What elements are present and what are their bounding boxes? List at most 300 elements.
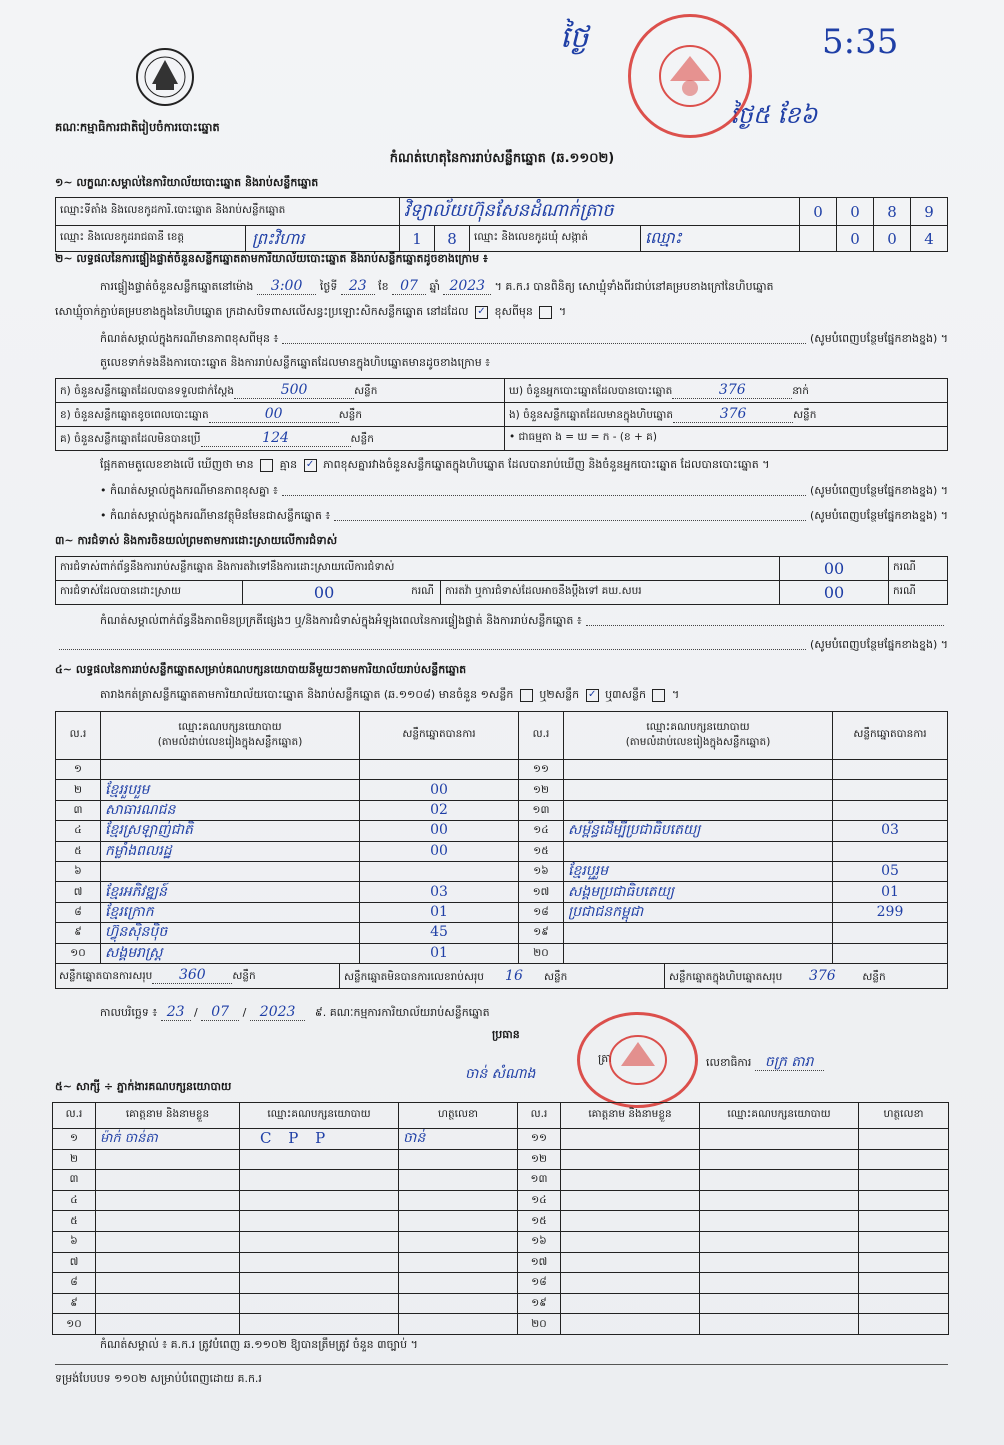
difference-note-hint: (សូមបំពេញបន្ថែមផ្នែកខាងខ្នង) ។ <box>809 484 948 497</box>
commune-code-digit: 0 <box>837 226 874 252</box>
section4-heading: ៤~ លទ្ធផលនៃការរាប់សន្លឹកឆ្នោតសម្រាប់គណបក្សនយោបាយនីមួយៗតាមការិយាល័យរាប់សន្លឹកឆ្នោត <box>55 663 467 676</box>
witness-row <box>53 1170 949 1191</box>
figure-d <box>505 379 948 403</box>
verify-text-a: ការផ្ទៀងផ្ទាត់ចំនួនសន្លឹកឆ្នោតនៅម៉ោង <box>100 280 254 293</box>
witness-name <box>561 1149 700 1170</box>
total-invalid-label: សន្លឹកឆ្នោតមិនបានការលេខរាប់សរុប <box>344 970 484 983</box>
result-no: ១៤ <box>519 821 564 841</box>
witness-party <box>700 1211 859 1232</box>
col-no: ល.រ <box>56 712 101 760</box>
result-party: ខ្មែរក្រោក <box>101 902 360 922</box>
resolved-label: ការជំទាស់ដែលបានដោះស្រាយ <box>56 581 243 605</box>
result-party <box>564 923 833 943</box>
figure-d-value: 376 <box>672 382 792 399</box>
station-code-digit: 0 <box>800 198 837 226</box>
result-votes: 01 <box>360 902 519 922</box>
irregularity-note-field[interactable] <box>586 614 944 626</box>
resolved-value: 00 <box>313 583 335 602</box>
figure-unit: សន្លឹក <box>354 384 378 397</box>
official-stamp-seal <box>577 1012 698 1108</box>
verify-text-line2: សោឃ្មុំចាក់ភ្ជាប់គម្របខាងក្នុងនៃហិបឆ្នោត ក្រដាសបិទពាសលើសន្ធះប្រឡោះសិកសន្លឹកឆ្នោត នៅដដែល <box>55 305 469 318</box>
result-party: សង្គមរាស្ត្រ <box>101 943 360 963</box>
footer-divider <box>55 1364 948 1365</box>
result-no: ១៨ <box>519 902 564 922</box>
secretary-signature: ចក្រ តារា <box>755 1054 824 1071</box>
result-row <box>56 923 948 943</box>
difference-text-b: ភាពខុសគ្នារវាងចំនួនសន្លឹកឆ្នោតក្នុងហិបឆ្នោត ដែលបានរាប់ឃើញ និងចំនួនអ្នកបោះឆ្នោត ដែលបានបោះឆ្នោត ។ <box>323 458 770 471</box>
witness-col-party: ឈ្មោះគណបក្សនយោបាយ <box>700 1103 859 1129</box>
section3-heading: ៣~ ការជំទាស់ និងការចិនយល់ព្រមតាមការដោះស្រាយលើការជំទាស់ <box>55 534 338 547</box>
figure-c <box>56 427 505 451</box>
section1-heading: ១~ លក្ខណៈសម្គាល់នៃការិយាល័យបោះឆ្នោត និងរាប់សន្លឹកឆ្នោត <box>55 176 319 189</box>
witness-party <box>700 1129 859 1150</box>
result-votes <box>833 760 948 780</box>
witness-name <box>96 1273 240 1294</box>
figure-a <box>56 379 505 403</box>
complaints-value: 00 <box>780 557 889 581</box>
witness-party <box>700 1293 859 1314</box>
result-no: ១៩ <box>519 923 564 943</box>
result-row <box>56 882 948 902</box>
date-line: កាលបរិច្ឆេទ ៖ 23 / 07 / 2023 ៩. គណៈកម្មការការិយាល័យរាប់សន្លឹកឆ្នោត <box>100 1004 490 1020</box>
result-votes <box>833 943 948 963</box>
witness-col-sign: ហត្ថលេខា <box>859 1103 949 1129</box>
witness-row <box>53 1273 949 1294</box>
witness-name <box>96 1314 240 1335</box>
witness-signature <box>399 1149 518 1170</box>
witness-party <box>240 1149 399 1170</box>
result-no: ១១ <box>519 760 564 780</box>
handwritten-note-sub: ថ្ងៃ៥ ខែ៦ <box>730 101 818 129</box>
figure-unit: សន្លឹក <box>793 408 817 421</box>
total-unit: សន្លឹក <box>232 969 256 982</box>
witness-table <box>52 1102 949 1335</box>
witness-party <box>700 1190 859 1211</box>
difference-text-a: ផ្អែកតាមតួលេខខាងលើ ឃើញថា មាន <box>100 458 254 471</box>
result-party <box>564 780 833 800</box>
result-votes: 00 <box>360 821 519 841</box>
province-code-digit: 1 <box>400 226 435 252</box>
witness-name <box>96 1231 240 1252</box>
result-party <box>101 760 360 780</box>
result-party <box>101 861 360 881</box>
commune-code-digit: 0 <box>874 226 911 252</box>
tally-sheet-text: តារាងកត់ត្រាសន្លឹកឆ្នោតតាមការិយាល័យបោះឆ្នោត និងរាប់សន្លឹកឆ្នោត (ឆ.១១០៨) មានចំនួន ១សន្លឹក <box>100 688 514 701</box>
col-party-sub: (តាមលំដាប់លេខរៀងក្នុងសន្លឹកឆ្នោត) <box>157 735 303 748</box>
witness-no: ១៩ <box>518 1293 561 1314</box>
complaints-label: ការជំទាស់ពាក់ព័ន្ធនឹងការរាប់សន្លឹកឆ្នោត និងការតវ៉ាទៅនឹងការដោះស្រាយលើការជំទាស់ <box>56 557 780 581</box>
witness-party <box>700 1314 859 1335</box>
col-no: ល.រ <box>519 712 564 760</box>
witness-party <box>240 1252 399 1273</box>
one-sheet-checkbox[interactable] <box>520 689 533 702</box>
witness-name <box>561 1231 700 1252</box>
chair-label: ប្រធាន <box>492 1028 520 1041</box>
figure-a-label: ក) ចំនួនសន្លឹកឆ្នោតដែលបានទទួលជាក់ស្តែង <box>60 384 235 397</box>
witness-party <box>240 1190 399 1211</box>
witness-signature <box>859 1293 949 1314</box>
figure-formula: • ជាធម្មតា ង = ឃ = ក - (ខ + គ) <box>505 427 948 451</box>
result-no: ១២ <box>519 780 564 800</box>
difference-line <box>100 458 769 474</box>
result-row <box>56 902 948 922</box>
witness-name <box>96 1252 240 1273</box>
witness-signature <box>399 1231 518 1252</box>
result-votes <box>833 800 948 820</box>
total-unit: សន្លឹក <box>543 970 568 983</box>
witness-no: ១៥ <box>518 1211 561 1232</box>
witness-signature <box>399 1170 518 1191</box>
result-row <box>56 861 948 881</box>
witness-name <box>96 1190 240 1211</box>
witness-name <box>561 1190 700 1211</box>
complaints-unit: ករណី <box>889 557 948 581</box>
station-code-digit: 8 <box>874 198 911 226</box>
handwritten-note-top: ថ្ងៃ <box>560 20 589 55</box>
witness-no: ២ <box>53 1149 96 1170</box>
tally-sheet-line: តារាងកត់ត្រាសន្លឹកឆ្នោតតាមការិយាល័យបោះឆ្នោត និងរាប់សន្លឹកឆ្នោត (ឆ.១១០៨) មានចំនួន ១សន្លឹក ឬ២សន្លឹក ✓ ឬ៣សន្លឹក ។ <box>100 688 680 701</box>
commune-value: ឈ្មោះ <box>641 226 800 252</box>
witness-row <box>53 1190 949 1211</box>
total-invalid-cell <box>339 964 664 988</box>
figure-e-label: ង) ចំនួនសន្លឹកឆ្នោតដែលមានក្នុងហិបឆ្នោត <box>509 408 674 421</box>
handwritten-time: 5:35 <box>822 22 899 62</box>
witness-signature <box>399 1293 518 1314</box>
witness-name <box>561 1211 700 1232</box>
polling-station-table <box>55 197 948 252</box>
figure-d-label: ឃ) ចំនួនអ្នកបោះឆ្នោតដែលបានបោះឆ្នោត <box>509 384 673 397</box>
col-party-title: ឈ្មោះគណបក្សនយោបាយ <box>178 720 282 733</box>
unchanged-checkbox[interactable]: ✓ <box>475 306 488 319</box>
witness-name <box>561 1252 700 1273</box>
figure-c-value: 124 <box>201 430 351 447</box>
difference-note-field[interactable] <box>282 484 806 496</box>
witness-name <box>561 1314 700 1335</box>
witness-no: ៩ <box>53 1293 96 1314</box>
witness-no: ៨ <box>53 1273 96 1294</box>
result-no: ៩ <box>56 923 101 943</box>
result-no: ២០ <box>519 943 564 963</box>
figure-b-value: 00 <box>209 406 339 423</box>
result-no: ១០ <box>56 943 101 963</box>
figure-unit: នាក់ <box>792 384 809 397</box>
witness-name <box>96 1211 240 1232</box>
section2-heading: ២~ លទ្ធផលនៃការផ្ទៀងផ្ទាត់ចំនួនសន្លឹកឆ្នោតតាមការិយាល័យបោះឆ្នោត និងរាប់សន្លឹកឆ្នោតដូចខាងក្រោម ៖ <box>55 252 488 265</box>
witness-col-no: ល.រ <box>518 1103 561 1129</box>
witness-row <box>53 1231 949 1252</box>
witness-col-no: ល.រ <box>53 1103 96 1129</box>
result-party: សាធារណជន <box>101 800 360 820</box>
witness-party <box>700 1252 859 1273</box>
witness-no: ៣ <box>53 1170 96 1191</box>
result-party <box>564 943 833 963</box>
difference-note-line <box>100 484 948 500</box>
result-votes: 00 <box>360 841 519 861</box>
result-party: ខ្មែរស្រឡាញ់ជាតិ <box>101 821 360 841</box>
witness-no: ១ <box>53 1129 96 1150</box>
witness-no: ១៦ <box>518 1231 561 1252</box>
result-votes: 03 <box>360 882 519 902</box>
col-party-title: ឈ្មោះគណបក្សនយោបាយ <box>646 720 750 733</box>
station-code-digit: 9 <box>911 198 948 226</box>
result-votes: 299 <box>833 902 948 922</box>
commune-label: ឈ្មោះ និងលេខកូដឃុំ សង្កាត់ <box>470 226 641 252</box>
station-value: វិទ្យាល័យហ៊ុនសែនដំណាក់ត្រាច <box>400 198 800 226</box>
witness-signature <box>399 1273 518 1294</box>
result-votes <box>833 780 948 800</box>
result-no: ៦ <box>56 861 101 881</box>
witness-no: ៥ <box>53 1211 96 1232</box>
irregularity-note-hint: (សូមបំពេញបន្ថែមផ្នែកខាងខ្នង) ។ <box>809 638 948 651</box>
result-party: ហ៊្វុនស៊ិនប៉ិច <box>101 923 360 943</box>
witness-no: ១០ <box>53 1314 96 1335</box>
witness-name: ម៉ាក់ ចាន់តា <box>96 1129 240 1150</box>
witness-no: ១៧ <box>518 1252 561 1273</box>
total-box-label: សន្លឹកឆ្នោតក្នុងហិបឆ្នោតសរុប <box>669 970 783 983</box>
emblem-icon <box>134 46 196 108</box>
witness-party: C P P <box>240 1129 399 1150</box>
irregularity-note-field-2[interactable] <box>59 638 806 650</box>
total-unit: សន្លឹក <box>862 970 886 983</box>
official-stamp-top <box>628 14 752 138</box>
irregularity-note-line <box>100 614 948 630</box>
result-party: សម្ព័ន្ធដើម្បីប្រជាធិបតេយ្យ <box>564 821 833 841</box>
verify-hour: 3:00 <box>257 278 316 295</box>
result-no: ១៣ <box>519 800 564 820</box>
result-no: ១៧ <box>519 882 564 902</box>
col-votes: សន្លឹកឆ្នោតបានការ <box>360 712 519 760</box>
result-party: សង្គមប្រជាធិបតេយ្យ <box>564 882 833 902</box>
station-label: ឈ្មោះទីតាំង និងលេខកូដការិ.បោះឆ្នោត និងរាប់សន្លឹកឆ្នោត <box>56 198 400 226</box>
result-no: ៣ <box>56 800 101 820</box>
foreign-object-field[interactable] <box>334 509 806 521</box>
figure-c-label: គ) ចំនួនសន្លឹកឆ្នោតដែលមិនបានប្រើ <box>60 432 201 445</box>
seal-label: ត្រា <box>598 1052 612 1065</box>
province-value: ព្រះវិហារ <box>245 226 399 251</box>
result-party: ខ្មែរបួរួម <box>564 861 833 881</box>
date-year: 2023 <box>250 1004 306 1021</box>
result-party: កម្លាំងពលរដ្ឋ <box>101 841 360 861</box>
figure-e <box>505 403 948 427</box>
witness-signature <box>859 1170 949 1191</box>
witness-signature <box>399 1252 518 1273</box>
witness-no: ១២ <box>518 1149 561 1170</box>
no-difference-label: គ្មាន <box>279 458 298 471</box>
resolved-cell <box>243 581 441 605</box>
witness-no: ១៨ <box>518 1273 561 1294</box>
figures-intro: តួលេខទាក់ទងនឹងការបោះឆ្នោត និងការរាប់សន្លឹកឆ្នោតដែលមានក្នុងហិបឆ្នោតមានដូចខាងក្រោម ៖ <box>100 356 491 369</box>
has-difference-checkbox[interactable] <box>260 459 273 472</box>
result-votes: 05 <box>833 861 948 881</box>
section5-heading: ៥~ សាក្សី ÷ ភ្នាក់ងារគណបក្សនយោបាយ <box>55 1080 232 1093</box>
irregularity-note-label: កំណត់សម្គាល់ពាក់ព័ន្ធនឹងភាពមិនប្រក្រតីផ្សេងៗ ឬ/និងការជំទាស់ក្នុងអំឡុងពេលនៃការផ្ទៀងផ្ទាត់ និងការរាប់សន្លឹកឆ្នោត ៖ <box>100 614 582 627</box>
witness-party <box>700 1273 859 1294</box>
witness-no: ៤ <box>53 1190 96 1211</box>
witness-signature <box>399 1190 518 1211</box>
foreign-object-note-line <box>100 509 948 525</box>
witness-party <box>240 1314 399 1335</box>
total-box-cell <box>664 964 947 988</box>
result-row <box>56 760 948 780</box>
result-votes: 02 <box>360 800 519 820</box>
witness-name <box>96 1293 240 1314</box>
two-sheet-checkbox[interactable]: ✓ <box>586 689 599 702</box>
result-votes: 00 <box>360 780 519 800</box>
col-party-sub: (តាមលំដាប់លេខរៀងក្នុងសន្លឹកឆ្នោត) <box>625 735 771 748</box>
change-note-label: កំណត់សម្គាល់ក្នុងករណីមានភាពខុសពីមុន ៖ <box>100 332 279 345</box>
figure-unit: សន្លឹក <box>350 432 374 445</box>
result-no: ៧ <box>56 882 101 902</box>
witness-no: ១៣ <box>518 1170 561 1191</box>
witness-party <box>700 1149 859 1170</box>
result-party <box>564 841 833 861</box>
witness-no: ៦ <box>53 1231 96 1252</box>
witness-party <box>240 1211 399 1232</box>
result-no: ៨ <box>56 902 101 922</box>
witness-name <box>561 1273 700 1294</box>
appeal-value: 00 <box>780 581 889 605</box>
result-row <box>56 800 948 820</box>
witness-signature <box>859 1149 949 1170</box>
result-party: ខ្មែរអភិវឌ្ឍន៍ <box>101 882 360 902</box>
col-party <box>101 712 360 760</box>
total-valid-cell <box>56 967 339 985</box>
changed-checkbox[interactable] <box>539 306 552 319</box>
witness-name <box>561 1293 700 1314</box>
total-valid-value: 360 <box>152 967 232 984</box>
result-votes: 01 <box>360 943 519 963</box>
verify-day: 23 <box>341 278 375 295</box>
irregularity-note-line-2 <box>55 638 948 654</box>
two-sheet-label: ឬ២សន្លឹក <box>539 688 580 701</box>
witness-signature <box>399 1314 518 1335</box>
result-votes <box>833 841 948 861</box>
results-table <box>55 711 948 989</box>
witness-party <box>700 1231 859 1252</box>
witness-signature <box>399 1211 518 1232</box>
witness-party <box>240 1231 399 1252</box>
witness-signature <box>859 1129 949 1150</box>
witness-signature <box>859 1211 949 1232</box>
witness-no: ៧ <box>53 1252 96 1273</box>
witness-row <box>53 1211 949 1232</box>
province-label: ឈ្មោះ និងលេខកូដរាជធានី ខេត្ត <box>60 231 185 243</box>
complaints-table <box>55 556 948 605</box>
secretary-line <box>706 1052 824 1073</box>
committee-label: ៩. គណៈកម្មការការិយាល័យរាប់សន្លឹកឆ្នោត <box>314 1006 490 1019</box>
result-row <box>56 943 948 963</box>
result-row <box>56 841 948 861</box>
change-note-hint: (សូមបំពេញបន្ថែមផ្នែកខាងខ្នង) ។ <box>809 332 948 345</box>
witness-name <box>96 1170 240 1191</box>
witness-row <box>53 1129 949 1150</box>
result-row <box>56 780 948 800</box>
three-sheet-checkbox[interactable] <box>652 689 665 702</box>
witness-name <box>96 1149 240 1170</box>
witness-col-party: ឈ្មោះគណបក្សនយោបាយ <box>240 1103 399 1129</box>
witness-signature <box>859 1273 949 1294</box>
witness-party <box>700 1170 859 1191</box>
witness-row <box>53 1252 949 1273</box>
verify-text-c: ខែ <box>378 280 389 293</box>
witness-row <box>53 1149 949 1170</box>
witness-signature <box>859 1314 949 1335</box>
figure-b-label: ខ) ចំនួនសន្លឹកឆ្នោតខូចពេលបោះឆ្នោត <box>60 408 209 421</box>
verify-line-1 <box>100 278 950 296</box>
result-no: ៤ <box>56 821 101 841</box>
witness-name <box>561 1170 700 1191</box>
result-votes <box>833 923 948 943</box>
result-votes: 45 <box>360 923 519 943</box>
three-sheet-label: ឬ៣សន្លឹក <box>605 688 646 701</box>
witness-signature <box>859 1252 949 1273</box>
verify-text-b: ថ្ងៃទី <box>319 280 338 293</box>
witness-signature <box>859 1190 949 1211</box>
foreign-object-hint: (សូមបំពេញបន្ថែមផ្នែកខាងខ្នង) ។ <box>809 509 948 522</box>
witness-col-sign: ហត្ថលេខា <box>399 1103 518 1129</box>
appeal-label: ការតវ៉ា ឬការជំទាស់ដែលអាចនឹងប្តឹងទៅ គឃ.សបរ <box>441 581 780 605</box>
result-no: ២ <box>56 780 101 800</box>
totals-row <box>56 963 948 988</box>
witness-row <box>53 1293 949 1314</box>
secretary-label: លេខាធិការ <box>706 1056 752 1069</box>
authority-name: គណៈកម្មាធិការជាតិរៀបចំការបោះឆ្នោត <box>55 120 220 134</box>
date-month: 07 <box>201 1004 239 1021</box>
witness-no: ២០ <box>518 1314 561 1335</box>
result-no: ១៥ <box>519 841 564 861</box>
result-votes: 01 <box>833 882 948 902</box>
witness-signature <box>859 1231 949 1252</box>
result-no: ១៦ <box>519 861 564 881</box>
figure-a-value: 500 <box>234 382 354 399</box>
total-invalid-value: 16 <box>484 964 544 989</box>
foreign-object-label: • កំណត់សម្គាល់ក្នុងករណីមានវត្ថុមិនមែនជាសន្លឹកឆ្នោត ៖ <box>100 509 331 522</box>
resolved-unit: ករណី <box>411 585 434 597</box>
figure-e-value: 376 <box>673 406 793 423</box>
commune-code-digit: 4 <box>911 226 948 252</box>
verify-line-2: សោឃ្មុំចាក់ភ្ជាប់គម្របខាងក្នុងនៃហិបឆ្នោត ក្រដាសបិទពាសលើសន្ធះប្រឡោះសិកសន្លឹកឆ្នោត នៅដដែល ✓ ខុសពីមុន ។ <box>55 305 567 318</box>
result-votes: 03 <box>833 821 948 841</box>
ballot-figures-table <box>55 378 948 451</box>
witness-name <box>561 1129 700 1150</box>
result-party <box>564 760 833 780</box>
province-cell <box>56 226 400 252</box>
result-party: ខ្មែររួបរួម <box>101 780 360 800</box>
total-valid-label: សន្លឹកឆ្នោតបានការសរុប <box>59 969 153 982</box>
result-row <box>56 821 948 841</box>
witness-col-name: គោត្តនាម និងនាមខ្លួន <box>561 1103 700 1129</box>
no-difference-checkbox[interactable]: ✓ <box>304 459 317 472</box>
change-note-field[interactable] <box>282 332 806 344</box>
page-title: កំណត់ហេតុនៃការរាប់សន្លឹកឆ្នោត (ឆ.១១០២) <box>389 151 615 166</box>
verify-year: 2023 <box>443 278 491 295</box>
station-code-digit: 0 <box>837 198 874 226</box>
province-code-digit: 8 <box>435 226 470 252</box>
witness-party <box>240 1293 399 1314</box>
difference-note-label: • កំណត់សម្គាល់ក្នុងករណីមានភាពខុសគ្នា ៖ <box>100 484 278 497</box>
witness-signature: ចាន់ <box>399 1129 518 1150</box>
date-day: 23 <box>161 1004 191 1021</box>
date-label: កាលបរិច្ឆេទ ៖ <box>100 1006 158 1019</box>
result-no: ៥ <box>56 841 101 861</box>
footnote: កំណត់សម្គាល់ ៖ គ.ក.រ ត្រូវបំពេញ ឆ.១១០២ ឱ្យបានត្រឹមត្រូវ ចំនួន ៣ច្បាប់ ។ <box>100 1338 418 1351</box>
col-votes: សន្លឹកឆ្នោតបានការ <box>833 712 948 760</box>
witness-party <box>240 1273 399 1294</box>
total-box-value: 376 <box>782 964 862 989</box>
result-votes <box>360 861 519 881</box>
col-party <box>564 712 833 760</box>
verify-text-e: ។ គ.ក.រ បានពិនិត្យ សោឃ្មុំទាំងពីរជាប់នៅគម្របខាងក្រៅនៃហិបឆ្នោត <box>494 280 774 293</box>
